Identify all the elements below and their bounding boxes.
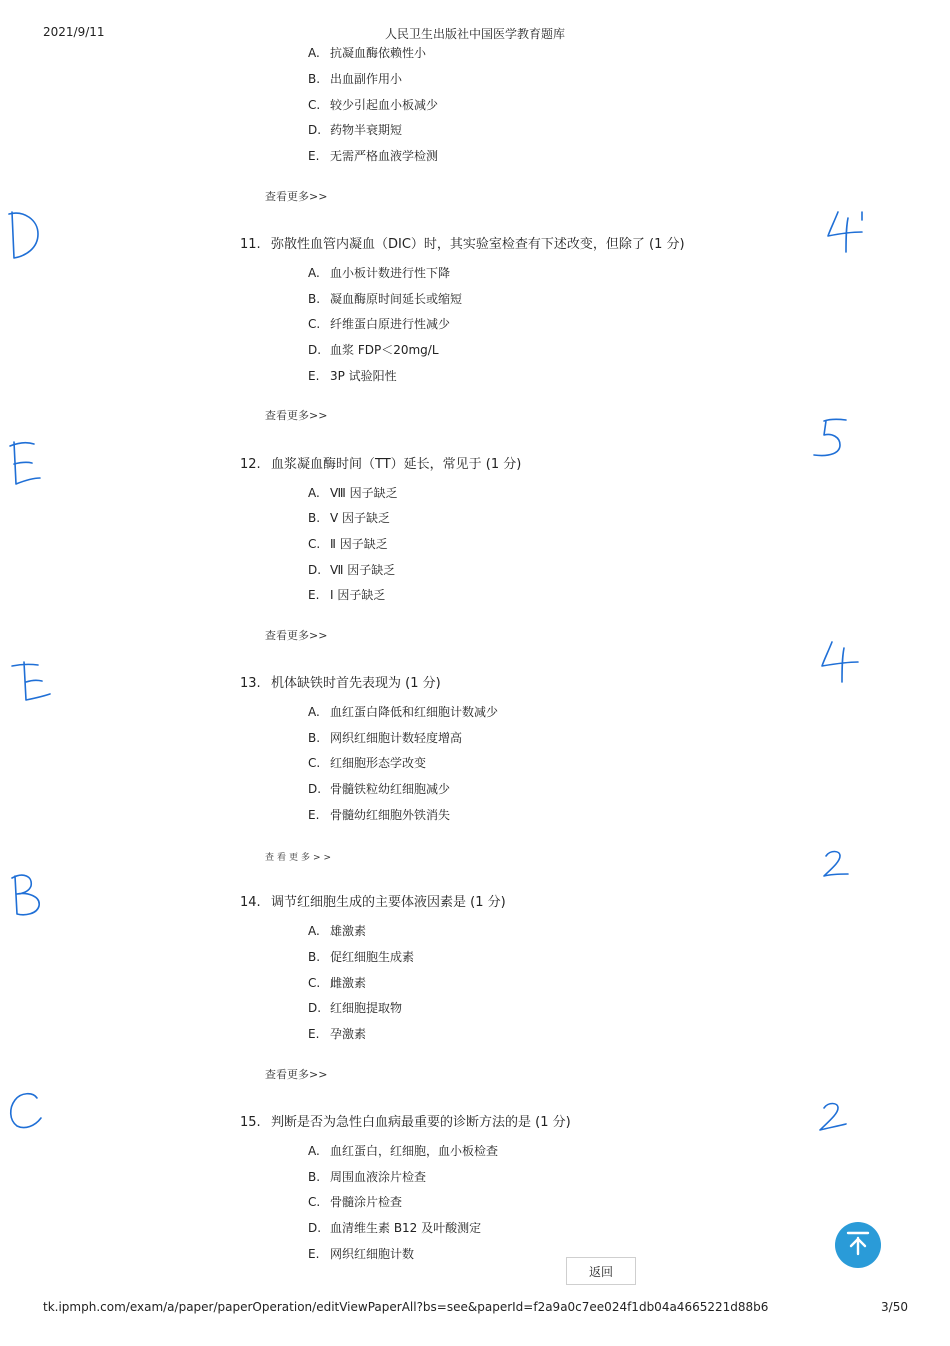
option (308, 974, 366, 991)
option (308, 780, 450, 797)
option (308, 1025, 366, 1042)
view-more-link[interactable]: 查看更多>> (265, 853, 335, 863)
question-title (240, 1111, 571, 1130)
option-letter: E. (308, 149, 320, 163)
option-letter: E. (308, 808, 320, 822)
option-letter: D. (308, 1001, 322, 1015)
handwritten-score (810, 415, 850, 465)
back-button[interactable]: 返回 (566, 1257, 636, 1285)
option-letter: B. (308, 72, 321, 86)
option-text: 雄激素 (330, 924, 367, 938)
option-text: 凝血酶原时间延长或缩短 (330, 292, 463, 306)
option (308, 754, 426, 771)
option-text: 药物半衰期短 (330, 123, 403, 137)
question-number: 14. (240, 895, 261, 910)
option-letter: D. (308, 1221, 322, 1235)
option (308, 1168, 426, 1185)
option (308, 806, 450, 823)
option-letter: C. (308, 976, 321, 990)
question-title (240, 233, 685, 252)
option (308, 509, 390, 526)
option (308, 729, 462, 746)
handwritten-score (826, 208, 866, 258)
option (308, 367, 397, 384)
option-letter: A. (308, 46, 320, 60)
question-title (240, 891, 506, 910)
question-text: 血浆凝血酶时间（TT）延长，常见于 (1 分) (271, 457, 522, 472)
option-text: Ⅶ 因子缺乏 (330, 563, 396, 577)
option-letter: C. (308, 317, 321, 331)
option-text: 孕激素 (330, 1027, 367, 1041)
handwritten-score (822, 848, 850, 882)
option (308, 561, 395, 578)
option-text: Ⅴ 因子缺乏 (330, 511, 391, 525)
back-to-top-button[interactable] (835, 1222, 881, 1268)
option-text: Ⅷ 因子缺乏 (330, 486, 398, 500)
option (308, 44, 426, 61)
option (308, 70, 402, 87)
option-letter: B. (308, 511, 321, 525)
option (308, 96, 438, 113)
option-text: 红细胞形态学改变 (330, 756, 427, 770)
question-title (240, 453, 521, 472)
option-letter: E. (308, 1247, 320, 1261)
view-more-link[interactable]: 查看更多>> (265, 629, 328, 642)
option-text: 血红蛋白降低和红细胞计数减少 (330, 705, 499, 719)
print-url: tk.ipmph.com/exam/a/paper/paperOperation/editViewPaperAll?bs=see&paperId=f2a9a0c7ee024f1db04a4665221d88b6 (43, 1300, 769, 1314)
option-letter: A. (308, 705, 320, 719)
option-text: 促红细胞生成素 (330, 950, 415, 964)
option-letter: B. (308, 731, 321, 745)
handwritten-answer-e (8, 438, 44, 494)
option (308, 922, 366, 939)
handwritten-score (820, 638, 862, 688)
option-letter: C. (308, 1195, 321, 1209)
option-letter: D. (308, 563, 322, 577)
option-letter: D. (308, 123, 322, 137)
view-more-link[interactable]: 查看更多>> (265, 409, 328, 422)
option-text: 血小板计数进行性下降 (330, 266, 451, 280)
option (308, 1193, 402, 1210)
option (308, 1219, 481, 1236)
option (308, 484, 398, 501)
option-letter: C. (308, 98, 321, 112)
option-letter: A. (308, 486, 320, 500)
print-title: 人民卫生出版社中国医学教育题库 (384, 27, 565, 41)
question-text: 机体缺铁时首先表现为 (1 分) (271, 676, 441, 691)
option (308, 147, 438, 164)
option-text: 网织红细胞计数 (330, 1247, 415, 1261)
handwritten-answer-d (6, 208, 42, 268)
question-text: 调节红细胞生成的主要体液因素是 (1 分) (271, 895, 506, 910)
option-text: 红细胞提取物 (330, 1001, 403, 1015)
option-text: 骨髓幼红细胞外铁消失 (330, 808, 451, 822)
option-letter: A. (308, 266, 320, 280)
option (308, 290, 462, 307)
option-text: 血红蛋白，红细胞，血小板检查 (330, 1144, 499, 1158)
option-letter: E. (308, 369, 320, 383)
question-text: 弥散性血管内凝血（DIC）时，其实验室检查有下述改变，但除了 (1 分) (271, 237, 685, 252)
option-letter: D. (308, 782, 322, 796)
question-number: 12. (240, 457, 261, 472)
option-letter: E. (308, 1027, 320, 1041)
option-text: 纤维蛋白原进行性减少 (330, 317, 451, 331)
view-more-link[interactable]: 查看更多>> (265, 1068, 328, 1081)
option (308, 535, 388, 552)
option (308, 586, 385, 603)
handwritten-answer-c (7, 1090, 47, 1136)
option-text: 出血副作用小 (330, 72, 403, 86)
option-text: 较少引起血小板减少 (330, 98, 439, 112)
print-date: 2021/9/11 (43, 25, 105, 39)
option-letter: A. (308, 924, 320, 938)
option-letter: B. (308, 1170, 321, 1184)
option (308, 315, 450, 332)
option (308, 1245, 414, 1262)
option-letter: C. (308, 756, 321, 770)
option-letter: E. (308, 588, 320, 602)
option (308, 999, 402, 1016)
page-number: 3/50 (881, 1300, 908, 1314)
option-text: 血清维生素 B12 及叶酸测定 (330, 1221, 482, 1235)
option-text: 周围血液涂片检查 (330, 1170, 427, 1184)
option (308, 1142, 498, 1159)
option-text: 抗凝血酶依赖性小 (330, 46, 427, 60)
back-to-top-icon (845, 1230, 871, 1260)
option-text: 无需严格血液学检测 (330, 149, 439, 163)
option (308, 264, 450, 281)
option-letter: C. (308, 537, 321, 551)
question-number: 13. (240, 676, 261, 691)
question-number: 15. (240, 1115, 261, 1130)
option-letter: B. (308, 292, 321, 306)
option-text: 3P 试验阳性 (330, 369, 397, 383)
question-text: 判断是否为急性白血病最重要的诊断方法的是 (1 分) (271, 1115, 571, 1130)
option-letter: B. (308, 950, 321, 964)
question-title (240, 672, 441, 691)
view-more-link[interactable]: 查看更多>> (265, 190, 328, 203)
handwritten-answer-b (9, 872, 45, 922)
handwritten-answer-e (10, 658, 52, 710)
option-text: Ⅰ 因子缺乏 (330, 588, 386, 602)
handwritten-score (818, 1100, 848, 1136)
option-text: 雌激素 (330, 976, 367, 990)
option-text: Ⅱ 因子缺乏 (330, 537, 388, 551)
option (308, 121, 402, 138)
option (308, 703, 498, 720)
option-text: 血浆 FDP＜20mg/L (330, 343, 439, 357)
option-text: 骨髓铁粒幼红细胞减少 (330, 782, 451, 796)
option-letter: D. (308, 343, 322, 357)
option-text: 网织红细胞计数轻度增高 (330, 731, 463, 745)
question-number: 11. (240, 237, 261, 252)
option (308, 341, 439, 358)
option-letter: A. (308, 1144, 320, 1158)
option (308, 948, 414, 965)
option-text: 骨髓涂片检查 (330, 1195, 403, 1209)
